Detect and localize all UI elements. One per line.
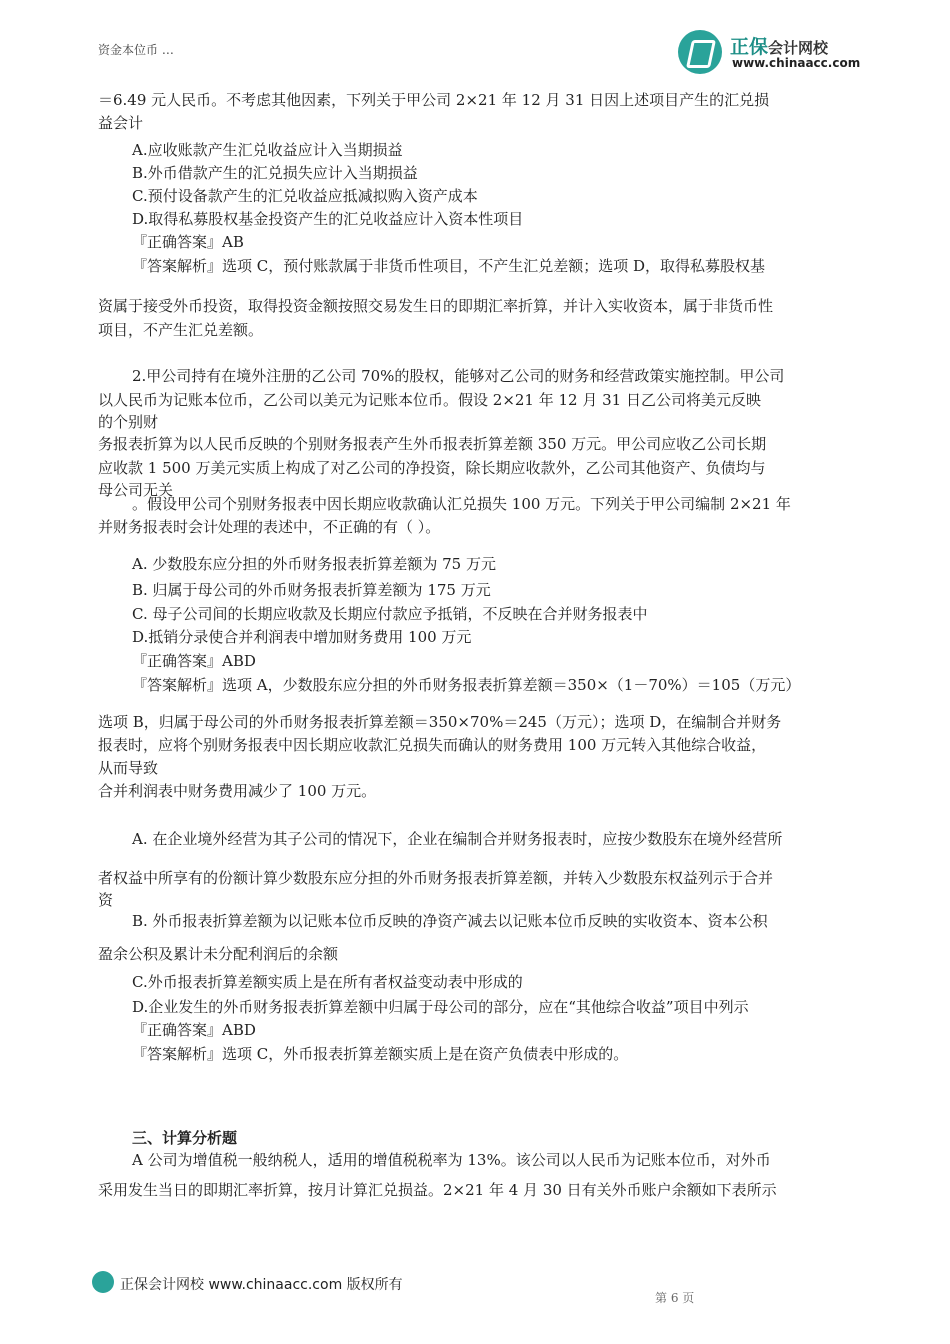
option-b: B. 归属于母公司的外币财务报表折算差额为 175 万元 [132, 581, 491, 599]
answer-analysis: 『答案解析』选项 C，预付账款属于非货币性项目，不产生汇兑差额；选项 D，取得私募股权基 [132, 257, 766, 275]
logo-url: www.chinaacc.com [732, 56, 861, 70]
option-a: A. 少数股东应分担的外币财务报表折算差额为 75 万元 [132, 555, 496, 573]
question-text: 应收款 1 500 万美元实质上构成了对乙公司的净投资，除长期应收款外，乙公司其他资产、负债均与 [98, 459, 766, 477]
option-c: C.外币报表折算差额实质上是在所有者权益变动表中形成的 [132, 973, 523, 991]
option-a-clipped: A. 在企业境外经营为其子公司的情况下，企业在编制合并财务报表时，应按少数股东在境外经营所 [132, 830, 783, 848]
option-b: B.外币借款产生的汇兑损失应计入当期损益 [132, 164, 418, 182]
correct-answer: 『正确答案』ABD [132, 652, 256, 670]
option-a: A.应收账款产生汇兑收益应计入当期损益 [132, 141, 403, 159]
option-d: D.企业发生的外币财务报表折算差额中归属于母公司的部分，应在“其他综合收益”项目中列示 [132, 998, 749, 1016]
question-text: 务报表折算为以人民币反映的个别财务报表产生外币报表折算差额 350 万元。甲公司应收乙公司长期 [98, 435, 767, 453]
answer-analysis: 从而导致 [98, 759, 159, 777]
question-text: 2.甲公司持有在境外注册的乙公司 70%的股权，能够对乙公司的财务和经营政策实施控制。甲公司 [132, 367, 785, 385]
footer-logo-icon [92, 1271, 114, 1293]
question-text: 的个别财 [98, 413, 159, 431]
question-text: 采用发生当日的即期汇率折算，按月计算汇兑损益。2×21 年 4 月 30 日有关外币账户余额如下表所示 [98, 1181, 777, 1199]
option-a: 者权益中所享有的份额计算少数股东应分担的外币财务报表折算差额，并转入少数股东权益列示于合并 [98, 869, 774, 887]
option-a-clipped: 资 [98, 891, 114, 909]
question-text-clipped: 母公司无关 [98, 481, 174, 499]
correct-answer: 『正确答案』ABD [132, 1021, 256, 1039]
option-c: C.预付设备款产生的汇兑收益应抵减拟购入资产成本 [132, 187, 478, 205]
brand-logo[interactable] [678, 30, 878, 74]
question-text-clipped: 并财务报表时会计处理的表述中，不正确的有（ ）。 [98, 518, 441, 536]
footer-copyright: 正保会计网校 www.chinaacc.com 版权所有 [120, 1277, 403, 1293]
option-b-clipped: B. 外币报表折算差额为以记账本位币反映的净资产减去以记账本位币反映的实收资本、资本公积 [132, 912, 768, 930]
question-text: 以人民币为记账本位币，乙公司以美元为记账本位币。假设 2×21 年 12 月 31 日乙公司将美元反映 [98, 391, 761, 409]
question-text: ＝6.49 元人民币。不考虑其他因素，下列关于甲公司 2×21 年 12 月 31 日因上述项目产生的汇兑损 [98, 91, 770, 109]
answer-analysis: 项目，不产生汇兑差额。 [98, 321, 264, 339]
answer-analysis: 『答案解析』选项 A，少数股东应分担的外币财务报表折算差额＝350×（1－70%）＝105（万元） [132, 676, 801, 694]
option-d: D.抵销分录使合并利润表中增加财务费用 100 万元 [132, 628, 472, 646]
answer-analysis: 资属于接受外币投资，取得投资金额按照交易发生日的即期汇率折算，并计入实收资本，属于非货币性 [98, 297, 774, 315]
section-heading: 三、计算分析题 [132, 1129, 238, 1147]
answer-analysis: 合并利润表中财务费用减少了 100 万元。 [98, 782, 377, 800]
header-clipped-text: 资金本位币 … [98, 43, 174, 57]
question-text-clipped: 。假设甲公司个别财务报表中因长期应收款确认汇兑损失 100 万元。下列关于甲公司编制 2×21 年 [132, 495, 791, 513]
option-c: C. 母子公司间的长期应收款及长期应付款应予抵销，不反映在合并财务报表中 [132, 605, 648, 623]
option-d: D.取得私募股权基金投资产生的汇兑收益应计入资本性项目 [132, 210, 524, 228]
answer-analysis-clipped: 『答案解析』选项 C，外币报表折算差额实质上是在资产负债表中形成的。 [132, 1045, 629, 1063]
option-b-clipped: 盈余公积及累计未分配利润后的余额 [98, 945, 339, 963]
page-number: 第 6 页 [655, 1291, 695, 1305]
question-text-clipped: 益会计 [98, 114, 144, 132]
question-text-clipped: A 公司为增值税一般纳税人，适用的增值税税率为 13%。该公司以人民币为记账本位币，对外币 [132, 1151, 771, 1169]
answer-analysis: 选项 B，归属于母公司的外币财务报表折算差额＝350×70%＝245（万元）；选项 D，在编制合并财务 [98, 713, 782, 731]
logo-book-icon [678, 30, 722, 74]
correct-answer: 『正确答案』AB [132, 233, 244, 251]
answer-analysis: 报表时，应将个别财务报表中因长期应收款汇兑损失而确认的财务费用 100 万元转入其他综合收益， [98, 736, 767, 754]
logo-name: 正保会计网校 [730, 36, 829, 58]
